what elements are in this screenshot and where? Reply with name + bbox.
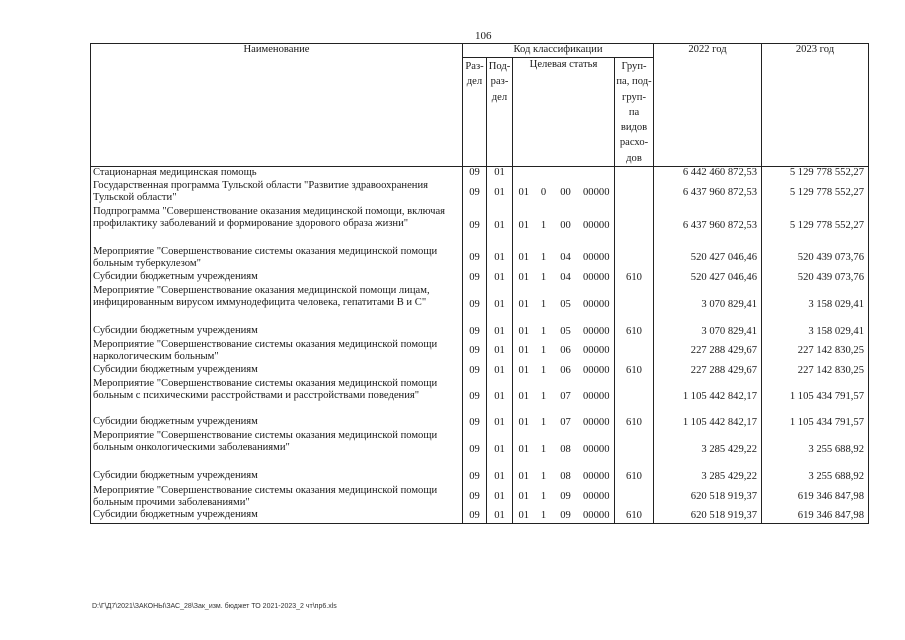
row-subsection: 01 xyxy=(487,509,513,524)
row-target-event: 08 xyxy=(560,471,571,483)
row-name: Мероприятие "Совершенствование системы оказания медицинской помощи наркологическим больным" xyxy=(91,339,463,364)
table-row xyxy=(91,430,869,470)
row-amount-2022: 1 105 442 842,17 xyxy=(654,378,762,416)
row-target-program: 01 xyxy=(513,470,535,485)
table-row xyxy=(91,325,869,339)
row-target-subprogram: 1 xyxy=(540,219,547,231)
row-target-direction: 00000 xyxy=(579,509,615,524)
table-row xyxy=(91,378,869,416)
row-target-program: 01 xyxy=(513,180,535,206)
header-subsection: Под- раз- дел xyxy=(487,58,513,167)
table-row xyxy=(91,206,869,246)
header-classification: Код классификации xyxy=(463,44,654,58)
header-name: Наименование xyxy=(91,44,463,167)
row-target-subprogram: 1 xyxy=(540,416,547,428)
row-subsection: 01 xyxy=(487,430,513,470)
row-expense-type xyxy=(615,246,654,271)
row-name: Субсидии бюджетным учреждениям xyxy=(91,325,463,339)
row-target-subprogram: 1 xyxy=(540,345,547,357)
row-target-direction: 00000 xyxy=(583,298,610,310)
row-target-subprogram: 1 xyxy=(540,252,547,264)
row-target-event: 06 xyxy=(560,345,571,357)
row-section: 09 xyxy=(463,470,487,485)
row-target-event: 04 xyxy=(560,271,571,283)
row-name: Стационарная медицинская помощь xyxy=(91,167,463,180)
row-section: 09 xyxy=(463,378,487,416)
row-amount-2023: 5 129 778 552,27 xyxy=(762,180,869,206)
row-target-direction: 00000 xyxy=(583,471,610,483)
table-row xyxy=(91,167,869,180)
header-expense-group: Груп- па, под- груп- па видов расхо- дов xyxy=(615,58,654,167)
row-subsection: 01 xyxy=(487,180,513,206)
row-section: 09 xyxy=(463,485,487,509)
row-target-direction: 00000 xyxy=(583,364,610,376)
row-target-direction: 00000 xyxy=(583,345,610,357)
row-target-program: 01 xyxy=(513,509,535,524)
row-target-direction: 00000 xyxy=(583,271,610,283)
row-amount-2022: 227 288 429,67 xyxy=(654,364,762,378)
row-target-direction: 00000 xyxy=(583,390,610,402)
row-target-program: 01 xyxy=(513,339,535,364)
row-target-program xyxy=(513,167,535,180)
row-expense-type xyxy=(615,206,654,246)
row-target-subprogram: 1 xyxy=(540,443,547,455)
row-target-program: 01 xyxy=(513,246,535,271)
row-amount-2022: 1 105 442 842,17 xyxy=(654,416,762,430)
row-target-event: 07 xyxy=(560,416,571,428)
row-target-direction: 00000 xyxy=(583,416,610,428)
row-target-subprogram: 1 xyxy=(540,390,547,402)
row-subsection: 01 xyxy=(487,246,513,271)
table-row xyxy=(91,509,869,524)
row-section: 09 xyxy=(463,509,487,524)
row-target-event: 04 xyxy=(560,252,571,264)
row-amount-2023: 1 105 434 791,57 xyxy=(762,378,869,416)
row-name: Мероприятие "Совершенствование системы оказания медицинской помощи больным прочими заболеваниями" xyxy=(91,485,463,509)
table-row xyxy=(91,246,869,271)
row-amount-2022: 620 518 919,37 xyxy=(654,485,762,509)
row-section: 09 xyxy=(463,271,487,285)
row-amount-2023: 227 142 830,25 xyxy=(762,364,869,378)
row-target-event: 09 xyxy=(553,509,579,524)
row-name: Субсидии бюджетным учреждениям xyxy=(91,364,463,378)
row-name: Субсидии бюджетным учреждениям xyxy=(91,416,463,430)
row-target-program: 01 xyxy=(513,271,535,285)
row-subsection: 01 xyxy=(487,364,513,378)
row-expense-type xyxy=(615,167,654,180)
row-section: 09 xyxy=(463,416,487,430)
row-subsection: 01 xyxy=(487,206,513,246)
row-section: 09 xyxy=(463,167,487,180)
row-target-event xyxy=(553,167,579,180)
row-target-event: 05 xyxy=(560,325,571,337)
row-target-program: 01 xyxy=(513,325,535,339)
footer-file-path: D:\Г\Д7\2021\ЗАКОНЫ\ЗАС_28\Зак_изм. бюджет ТО 2021-2023_2 чт\пр6.xls xyxy=(92,603,337,610)
row-amount-2022: 6 442 460 872,53 xyxy=(654,167,762,180)
budget-table xyxy=(90,43,869,524)
row-amount-2023: 520 439 073,76 xyxy=(762,246,869,271)
row-amount-2023: 3 158 029,41 xyxy=(762,325,869,339)
row-amount-2023: 619 346 847,98 xyxy=(762,485,869,509)
row-amount-2023: 5 129 778 552,27 xyxy=(762,167,869,180)
row-amount-2023: 227 142 830,25 xyxy=(762,339,869,364)
table-row xyxy=(91,470,869,485)
row-target-direction: 00000 xyxy=(583,186,610,198)
table-row xyxy=(91,364,869,378)
row-name: Мероприятие "Совершенствование системы оказания медицинской помощи больным туберкулезом" xyxy=(91,246,463,271)
row-target-subprogram: 1 xyxy=(540,471,547,483)
table-row xyxy=(91,180,869,206)
row-amount-2023: 3 255 688,92 xyxy=(762,470,869,485)
page-number: 106 xyxy=(475,30,492,42)
row-amount-2022: 3 285 429,22 xyxy=(654,430,762,470)
row-amount-2022: 227 288 429,67 xyxy=(654,339,762,364)
row-target-direction: 00000 xyxy=(583,325,610,337)
table-row xyxy=(91,485,869,509)
row-target-event: 08 xyxy=(560,443,571,455)
row-target-direction: 00000 xyxy=(583,490,610,502)
row-target-subprogram: 1 xyxy=(540,364,547,376)
row-amount-2022: 6 437 960 872,53 xyxy=(654,180,762,206)
row-name: Субсидии бюджетным учреждениям xyxy=(91,271,463,285)
row-subsection: 01 xyxy=(487,271,513,285)
row-target-program: 01 xyxy=(513,485,535,509)
table-row xyxy=(91,285,869,325)
row-target-subprogram: 1 xyxy=(540,325,547,337)
row-amount-2022: 3 070 829,41 xyxy=(654,285,762,325)
row-target-program: 01 xyxy=(513,416,535,430)
row-name: Мероприятие "Совершенствование системы оказания медицинской помощи больным онкологическими заболеваниями" xyxy=(91,430,463,470)
row-subsection: 01 xyxy=(487,167,513,180)
row-target-event: 05 xyxy=(560,298,571,310)
row-section: 09 xyxy=(463,246,487,271)
row-expense-type: 610 xyxy=(615,470,654,485)
row-expense-type xyxy=(615,378,654,416)
row-target-event: 00 xyxy=(560,219,571,231)
row-target-direction: 00000 xyxy=(583,443,610,455)
row-target-event: 09 xyxy=(560,490,571,502)
row-expense-type: 610 xyxy=(615,325,654,339)
row-name: Субсидии бюджетным учреждениям xyxy=(91,509,463,524)
row-section: 09 xyxy=(463,325,487,339)
row-subsection: 01 xyxy=(487,470,513,485)
row-amount-2023: 5 129 778 552,27 xyxy=(762,206,869,246)
row-amount-2022: 3 070 829,41 xyxy=(654,325,762,339)
row-subsection: 01 xyxy=(487,378,513,416)
row-name: Мероприятие "Совершенствование оказания медицинской помощи лицам, инфицированным вирусом иммунодефицита человека, гепатитами В и С" xyxy=(91,285,463,325)
row-section: 09 xyxy=(463,339,487,364)
header-year-2023: 2023 год xyxy=(762,44,869,167)
row-name: Государственная программа Тульской области "Развитие здравоохранения Тульской области" xyxy=(91,180,463,206)
row-target-subprogram: 1 xyxy=(540,490,547,502)
row-target-subprogram: 1 xyxy=(540,271,547,283)
row-section: 09 xyxy=(463,364,487,378)
row-expense-type xyxy=(615,180,654,206)
row-name: Субсидии бюджетным учреждениям xyxy=(91,470,463,485)
row-amount-2022: 520 427 046,46 xyxy=(654,271,762,285)
row-target-subprogram: 1 xyxy=(535,509,553,524)
row-amount-2023: 520 439 073,76 xyxy=(762,271,869,285)
row-section: 09 xyxy=(463,430,487,470)
row-expense-type xyxy=(615,485,654,509)
header-year-2022: 2022 год xyxy=(654,44,762,167)
row-target-program: 01 xyxy=(513,364,535,378)
row-target-subprogram: 0 xyxy=(540,186,547,198)
row-target-program: 01 xyxy=(513,378,535,416)
row-expense-type xyxy=(615,339,654,364)
header-target-article: Целевая статья xyxy=(513,58,615,167)
table-body xyxy=(91,167,869,524)
row-amount-2022: 520 427 046,46 xyxy=(654,246,762,271)
row-target-subprogram xyxy=(535,167,553,180)
row-target-program: 01 xyxy=(513,285,535,325)
row-section: 09 xyxy=(463,180,487,206)
row-amount-2022: 6 437 960 872,53 xyxy=(654,206,762,246)
row-target-program: 01 xyxy=(513,430,535,470)
row-amount-2023: 3 158 029,41 xyxy=(762,285,869,325)
row-amount-2022: 3 285 429,22 xyxy=(654,470,762,485)
row-amount-2023: 619 346 847,98 xyxy=(762,509,869,524)
row-subsection: 01 xyxy=(487,285,513,325)
row-section: 09 xyxy=(463,285,487,325)
row-amount-2023: 1 105 434 791,57 xyxy=(762,416,869,430)
row-target-event: 06 xyxy=(560,364,571,376)
row-target-event: 07 xyxy=(560,390,571,402)
table-row xyxy=(91,271,869,285)
row-subsection: 01 xyxy=(487,416,513,430)
row-expense-type: 610 xyxy=(615,416,654,430)
row-target-direction xyxy=(579,167,615,180)
row-target-subprogram: 1 xyxy=(540,298,547,310)
row-name: Мероприятие "Совершенствование системы оказания медицинской помощи больным с психическими расстройствами и расстройствами поведения" xyxy=(91,378,463,416)
row-amount-2022: 620 518 919,37 xyxy=(654,509,762,524)
table-row xyxy=(91,339,869,364)
row-target-direction: 00000 xyxy=(583,252,610,264)
row-subsection: 01 xyxy=(487,325,513,339)
row-name: Подпрограмма "Совершенствование оказания медицинской помощи, включая профилактику заболеваний и формирование здорового образа жизни" xyxy=(91,206,463,246)
row-expense-type xyxy=(615,285,654,325)
row-amount-2023: 3 255 688,92 xyxy=(762,430,869,470)
table-row xyxy=(91,416,869,430)
row-expense-type: 610 xyxy=(615,364,654,378)
row-subsection: 01 xyxy=(487,485,513,509)
row-section: 09 xyxy=(463,206,487,246)
row-expense-type: 610 xyxy=(615,509,654,524)
row-target-event: 00 xyxy=(560,186,571,198)
row-target-program: 01 xyxy=(513,206,535,246)
row-subsection: 01 xyxy=(487,339,513,364)
header-section: Раз- дел xyxy=(463,58,487,167)
row-expense-type xyxy=(615,430,654,470)
row-expense-type: 610 xyxy=(615,271,654,285)
row-target-direction: 00000 xyxy=(583,219,610,231)
